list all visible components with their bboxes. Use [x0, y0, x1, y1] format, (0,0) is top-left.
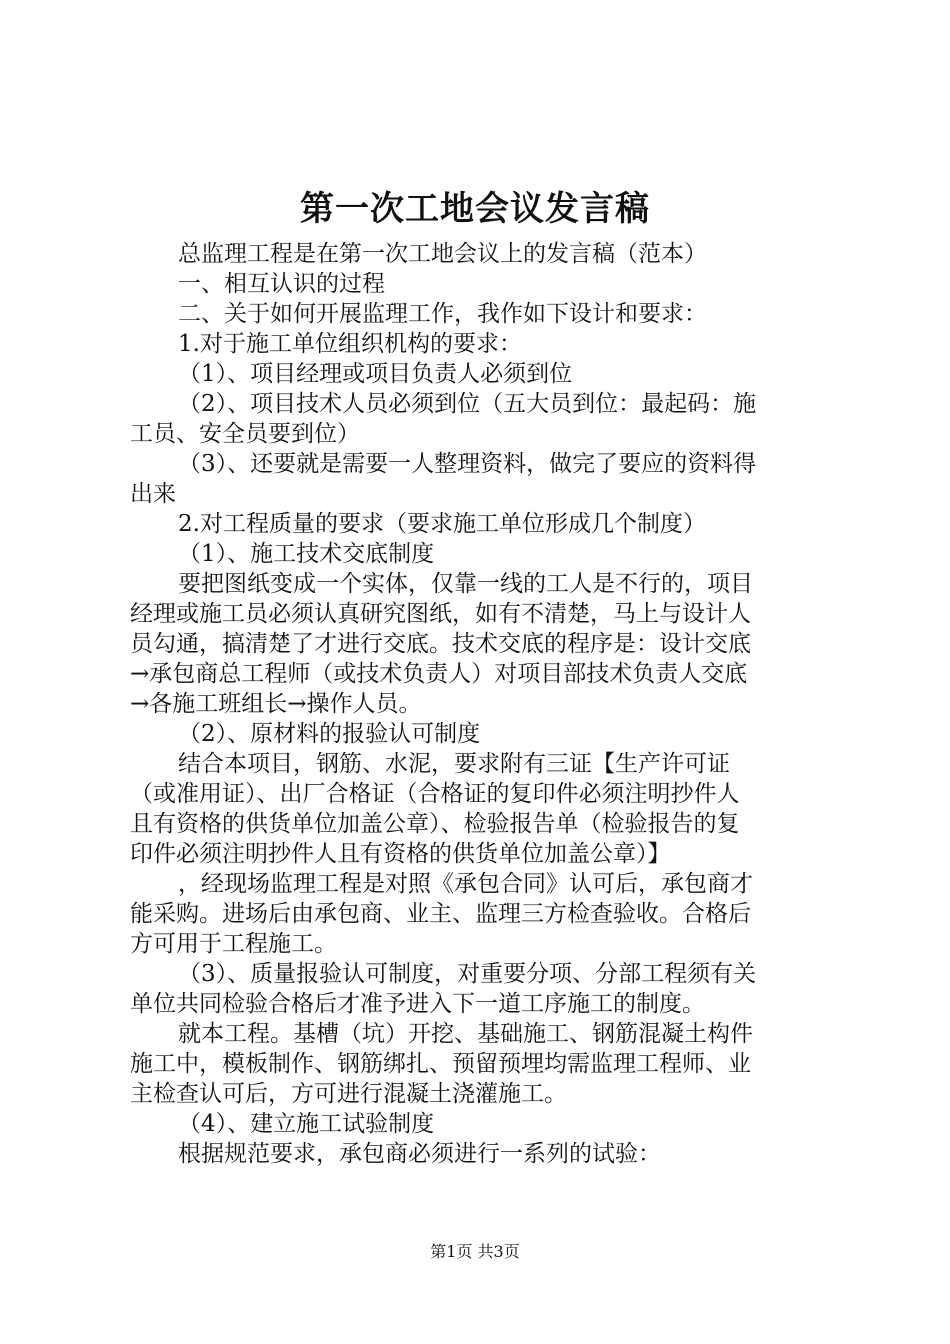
- paragraph-line: （或准用证）、出厂合格证（合格证的复印件必须注明抄件人: [130, 781, 740, 807]
- paragraph: 总监理工程是在第一次工地会议上的发言稿（范本）: [178, 241, 707, 267]
- page-footer: 第1页 共3页: [430, 1242, 520, 1261]
- paragraph-line: 就本工程。基槽（坑）开挖、基础施工、钢筋混凝土构件: [178, 1021, 753, 1047]
- paragraph-line: 且有资格的供货单位加盖公章）、检验报告单（检验报告的复: [130, 811, 740, 837]
- paragraph-line: 单位共同检验合格后才准予进入下一道工序施工的制度。: [130, 991, 705, 1017]
- paragraph-line: 印件必须注明抄件人且有资格的供货单位加盖公章）】: [130, 841, 671, 867]
- paragraph-line: 方可用于工程施工。: [130, 931, 337, 957]
- paragraph-line: 出来: [130, 481, 176, 507]
- paragraph-line: ，经现场监理工程是对照《承包合同》认可后，承包商才: [178, 871, 753, 897]
- paragraph: 2.对工程质量的要求（要求施工单位形成几个制度）: [178, 511, 706, 537]
- paragraph: （1）、项目经理或项目负责人必须到位: [178, 361, 573, 387]
- paragraph: （2）、原材料的报验认可制度: [178, 721, 481, 747]
- paragraph: 一、相互认识的过程: [178, 271, 385, 297]
- paragraph-line: →各施工班组长→操作人员。: [130, 691, 422, 717]
- paragraph: 根据规范要求，承包商必须进行一系列的试验：: [178, 1141, 661, 1167]
- paragraph: （4）、建立施工试验制度: [178, 1111, 435, 1137]
- paragraph-line: 要把图纸变成一个实体，仅靠一线的工人是不行的，项目: [178, 571, 753, 597]
- paragraph: （1）、施工技术交底制度: [178, 541, 435, 567]
- paragraph-line: （3）、还要就是需要一人整理资料，做完了要应的资料得: [178, 451, 757, 477]
- paragraph: 二、关于如何开展监理工作，我作如下设计和要求：: [178, 301, 707, 327]
- paragraph-line: （3）、质量报验认可制度，对重要分项、分部工程须有关: [178, 961, 757, 987]
- paragraph-line: 工员、安全员要到位）: [130, 421, 360, 447]
- paragraph-line: 施工中，模板制作、钢筋绑扎、预留预埋均需监理工程师、业: [130, 1051, 751, 1077]
- document-body: [130, 239, 830, 1169]
- paragraph-line: 主检查认可后，方可进行混凝土浇灌施工。: [130, 1081, 567, 1107]
- paragraph-line: 能采购。进场后由承包商、业主、监理三方检查验收。合格后: [130, 901, 751, 927]
- paragraph: 1.对于施工单位组织机构的要求：: [178, 331, 522, 357]
- paragraph-line: →承包商总工程师（或技术负责人）对项目部技术负责人交底: [130, 661, 748, 687]
- paragraph-line: 经理或施工员必须认真研究图纸，如有不清楚，马上与设计人: [130, 601, 751, 627]
- paragraph-line: （2）、项目技术人员必须到位（五大员到位：最起码：施: [178, 391, 757, 417]
- document-title: 第一次工地会议发言稿: [300, 189, 650, 229]
- paragraph-line: 员勾通，搞清楚了才进行交底。技术交底的程序是：设计交底: [130, 631, 751, 657]
- paragraph-line: 结合本项目，钢筋、水泥，要求附有三证【生产许可证: [178, 751, 730, 777]
